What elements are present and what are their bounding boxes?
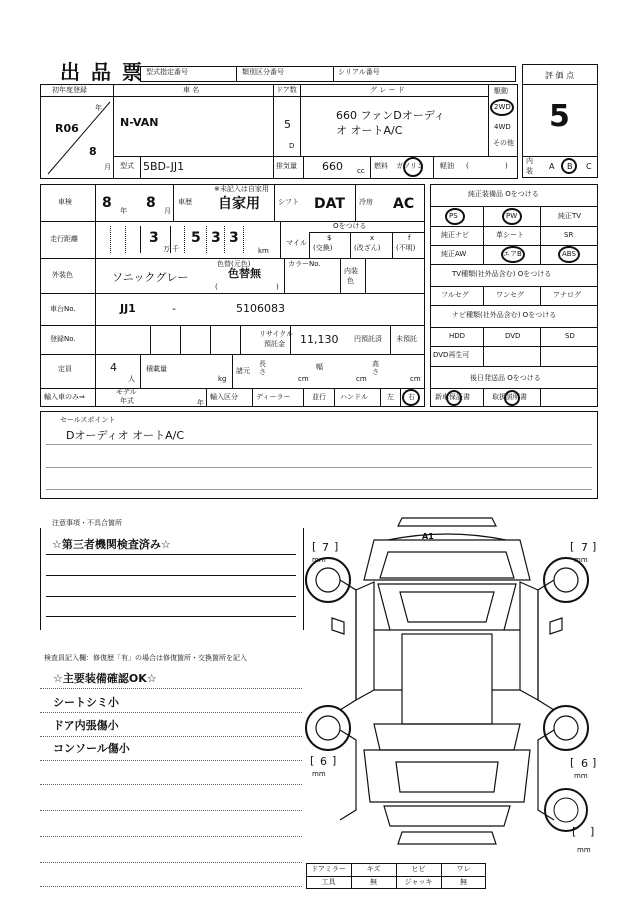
mileage-digit-3c: 3 (229, 230, 239, 246)
tv-oneseg: ワンセグ (496, 291, 524, 299)
later-title: 後日発送品 Oをつける (470, 374, 541, 382)
height-cm: cm (410, 375, 421, 383)
recycle-unpaid: 未預託 (396, 335, 417, 343)
interior-opt-a: A (549, 162, 555, 171)
navi-hdd: HDD (449, 332, 466, 340)
chassis-number: 5106083 (236, 302, 285, 315)
recycle-label-2: 預託金 (264, 340, 285, 348)
color-paren-open: ( (215, 283, 218, 291)
width-label: 幅 (316, 363, 323, 371)
load-label: 積載量 (146, 365, 167, 373)
reg-month: 8 (89, 145, 97, 158)
legend-jack-value: 無 (460, 878, 467, 886)
mileage-mile: マイル (286, 239, 307, 247)
capacity-value: 4 (110, 361, 117, 374)
interior-label-bottom: 装 (526, 167, 533, 175)
mileage-digit-5: 5 (191, 230, 201, 246)
displacement-unit: cc (357, 167, 365, 175)
reg-month-unit: 月 (104, 163, 111, 171)
first-reg-label: 初年度登録 (52, 86, 87, 94)
dims-label: 諸元 (236, 367, 250, 375)
equip-pw: PW (506, 212, 518, 220)
mileage-opt3: (不明) (396, 244, 416, 252)
later-manual-circle (504, 390, 520, 406)
tire-rr-value: 6 (581, 757, 588, 770)
navi-dvd: DVD (505, 332, 521, 340)
legend-scratch: キズ (366, 865, 381, 873)
fuel-label: 燃料 (374, 162, 388, 170)
tire-rl-value: 6 (320, 755, 327, 768)
notes-line1: ☆第三者機関検査済み☆ (52, 538, 171, 551)
legend-crack: ヒビ (411, 865, 426, 873)
mileage-unit: km (258, 247, 269, 255)
fuel-gas-circle (403, 157, 423, 177)
history-note: ※未記入は自家用 (214, 185, 269, 193)
recycle-label-1: リサイクル (259, 330, 294, 338)
equip-leather: 革シート (496, 231, 524, 239)
legend-tools-value: 無 (370, 878, 377, 886)
model-year-label-1: モデル (116, 388, 137, 396)
tire-fl-value: 7 (322, 541, 329, 554)
equip-ps: PS (449, 212, 458, 220)
spare-tire-icon (542, 786, 590, 834)
import-dealer: ディーラー (256, 393, 291, 401)
tv-analog: アナログ (553, 291, 581, 299)
import-label: 輸入車のみ⇒ (44, 393, 85, 401)
serial-label: シリアル番号 (338, 68, 380, 76)
equip-sr: SR (564, 231, 574, 239)
doors-value: 5 (284, 118, 291, 131)
score-value: 5 (549, 99, 570, 134)
mileage-circle-hint: Oをつける (333, 222, 367, 230)
inspection-label: 車検 (58, 198, 72, 206)
note-item-1: ☆主要装備確認OK☆ (53, 672, 157, 685)
equip-airbag-circle (501, 246, 525, 263)
doors-unit: D (289, 142, 295, 150)
load-unit: kg (218, 375, 227, 383)
ac-value: AC (393, 196, 415, 212)
tire-rl-open: [ (310, 754, 315, 767)
navi-title: ナビ種類(社外品含む) Oをつける (452, 311, 557, 319)
mileage-digit-3: 3 (149, 230, 159, 246)
tire-fr-close: ] (592, 540, 597, 553)
tire-rr-unit: mm (574, 772, 588, 780)
interior-opt-b: B (567, 162, 573, 171)
capacity-label: 定員 (58, 365, 72, 373)
fuel-gas: ガソリン (396, 162, 424, 170)
displacement-label: 排気量 (276, 162, 297, 170)
chassis-label: 車台No. (50, 305, 76, 313)
equip-title: 純正装備品 Oをつける (468, 190, 539, 198)
mileage-digit-3b: 3 (211, 230, 221, 246)
mileage-man: 万 (163, 245, 170, 253)
legend-jack: ジャッキ (404, 878, 433, 886)
equip-navi: 純正ナビ (441, 231, 469, 239)
legend-tools: 工具 (321, 878, 336, 886)
len-cm: cm (298, 375, 309, 383)
tv-title: TV種類(社外品含む) Oをつける (452, 270, 552, 278)
tire-spare-close: ] (590, 825, 595, 838)
import-parallel: 並行 (312, 393, 326, 401)
score-label: 評 価 点 (545, 71, 575, 80)
import-year-unit: 年 (197, 399, 204, 407)
displacement-value: 660 (322, 160, 343, 173)
inspection-month-unit: 月 (164, 207, 171, 215)
mileage-opt1-sym: $ (327, 234, 332, 242)
color-label: 外装色 (52, 271, 73, 279)
mileage-label: 走行距離 (50, 235, 78, 243)
drive-4wd: 4WD (494, 123, 511, 131)
equip-abs-circle (558, 246, 580, 263)
interior-b-circle (561, 158, 577, 174)
drive-2wd: 2WD (494, 103, 511, 111)
later-warranty: 新車保証書 (435, 393, 470, 401)
car-name-label: 車 名 (183, 86, 200, 94)
notes-label: 注意事項・不具合箇所 (52, 519, 122, 527)
grade-label: グ レ ー ド (370, 86, 405, 94)
mileage-opt3-sym: f (408, 234, 411, 242)
drive-other: その他 (493, 139, 514, 147)
tire-rl-unit: mm (312, 770, 326, 778)
ac-label: 冷房 (359, 198, 373, 206)
inspection-year: 8 (102, 195, 112, 211)
recycle-paid: 円預託済 (354, 335, 382, 343)
interior-label-top: 内 (526, 157, 533, 165)
mileage-opt2: (改ざん) (354, 244, 381, 252)
tire-spare-open: [ (572, 825, 577, 838)
class-label: 類別区分番号 (242, 68, 284, 76)
grade-line2: オ オートA/C (336, 124, 403, 137)
equip-tv: 純正TV (558, 212, 582, 220)
equip-abs: ABS (562, 250, 576, 258)
color-change-value: 色替無 (228, 267, 261, 280)
height-label: 高さ (372, 360, 379, 376)
equip-ps-circle (445, 208, 465, 225)
tv-fullseg: フルセグ (441, 291, 469, 299)
header-id-row (140, 66, 516, 82)
model-label: 型式 (120, 162, 134, 170)
tire-fr-open: [ (570, 540, 575, 553)
color-value: ソニックグレー (112, 271, 189, 284)
equip-airbag: エアB (503, 250, 522, 258)
drive-2wd-circle (490, 99, 514, 116)
tire-rl-close: ] (332, 754, 337, 767)
shift-label: シフト (278, 198, 299, 206)
grade-line1: 660 ファンDオーディ (336, 109, 445, 122)
note-item-2: シートシミ小 (53, 696, 119, 709)
fuel-paren-open: ( (466, 162, 469, 170)
history-value: 自家用 (218, 196, 260, 212)
tire-fl-close: ] (334, 540, 339, 553)
import-category-label: 輸入区分 (210, 393, 238, 401)
model-cert-label: 型式指定番号 (146, 68, 188, 76)
inspection-month: 8 (146, 195, 156, 211)
color-change-label: 色替(元色) (217, 260, 251, 268)
car-name: N-VAN (120, 116, 159, 129)
fuel-paren-close: ) (505, 162, 508, 170)
sales-point-box (40, 411, 598, 499)
tire-rr-open: [ (570, 756, 575, 769)
interior-color-label-2: 色 (347, 277, 354, 285)
width-cm: cm (356, 375, 367, 383)
handle-label: ハンドル (340, 393, 368, 401)
interior-color-label-1: 内装 (344, 267, 358, 275)
capacity-unit: 人 (128, 375, 135, 383)
shift-value: DAT (314, 196, 345, 212)
sales-label: セールスポイント (60, 416, 116, 424)
history-label: 車歴 (178, 198, 192, 206)
mileage-opt1: (交換) (313, 244, 333, 252)
sales-text: Dオーディオ オートA/C (66, 429, 184, 442)
chassis-dash: - (172, 302, 176, 315)
interior-opt-c: C (586, 162, 592, 171)
fuel-diesel: 軽油 (440, 162, 454, 170)
handle-right: 右 (408, 393, 415, 401)
inspector-label: 検査員記入欄：修復歴「有」の場合は修復箇所・交換箇所を記入 (44, 654, 247, 662)
equip-pw-circle (502, 208, 522, 225)
recycle-amount: 11,130 (300, 333, 339, 346)
equip-aw: 純正AW (441, 250, 467, 258)
drive-label: 駆動 (494, 87, 508, 95)
tire-fr-value: 7 (581, 541, 588, 554)
note-item-3: ドア内張傷小 (53, 719, 119, 732)
navi-sd: SD (565, 332, 575, 340)
registration-label: 登録No. (50, 335, 76, 343)
tire-fl-open: [ (312, 540, 317, 553)
reg-diagonal (40, 96, 113, 179)
model-value: 5BD-JJ1 (143, 160, 185, 173)
mileage-sen: 千 (172, 245, 179, 253)
tire-fr-unit: mm (574, 556, 588, 564)
color-paren-close: ) (276, 283, 279, 291)
tire-rr-close: ] (592, 756, 597, 769)
reg-year-unit: 年 (95, 104, 102, 112)
doors-label: ドア数 (276, 86, 297, 94)
note-item-4: コンソール傷小 (53, 742, 130, 755)
reg-year: R06 (55, 122, 79, 135)
later-manual: 取扱説明書 (492, 393, 527, 401)
legend-broken: ワレ (456, 865, 471, 873)
color-no-label: カラーNo. (288, 260, 321, 268)
tire-spare-unit: mm (577, 846, 591, 854)
handle-right-circle (402, 389, 420, 406)
handle-left: 左 (387, 393, 394, 401)
legend-mirror: ドアミラー (311, 865, 346, 873)
dvd-play: DVD再生可 (433, 351, 470, 359)
mileage-opt2-sym: x (370, 234, 375, 242)
form-title: 出 品 票 (60, 60, 144, 84)
tire-fl-unit: mm (312, 556, 326, 564)
chassis-prefix: JJ1 (120, 302, 136, 315)
model-year-label-2: 年式 (120, 397, 134, 405)
len-label: 長さ (259, 360, 266, 376)
later-warranty-circle (446, 390, 462, 406)
inspection-year-unit: 年 (120, 207, 127, 215)
damage-mark-a1: A1 (422, 532, 434, 541)
